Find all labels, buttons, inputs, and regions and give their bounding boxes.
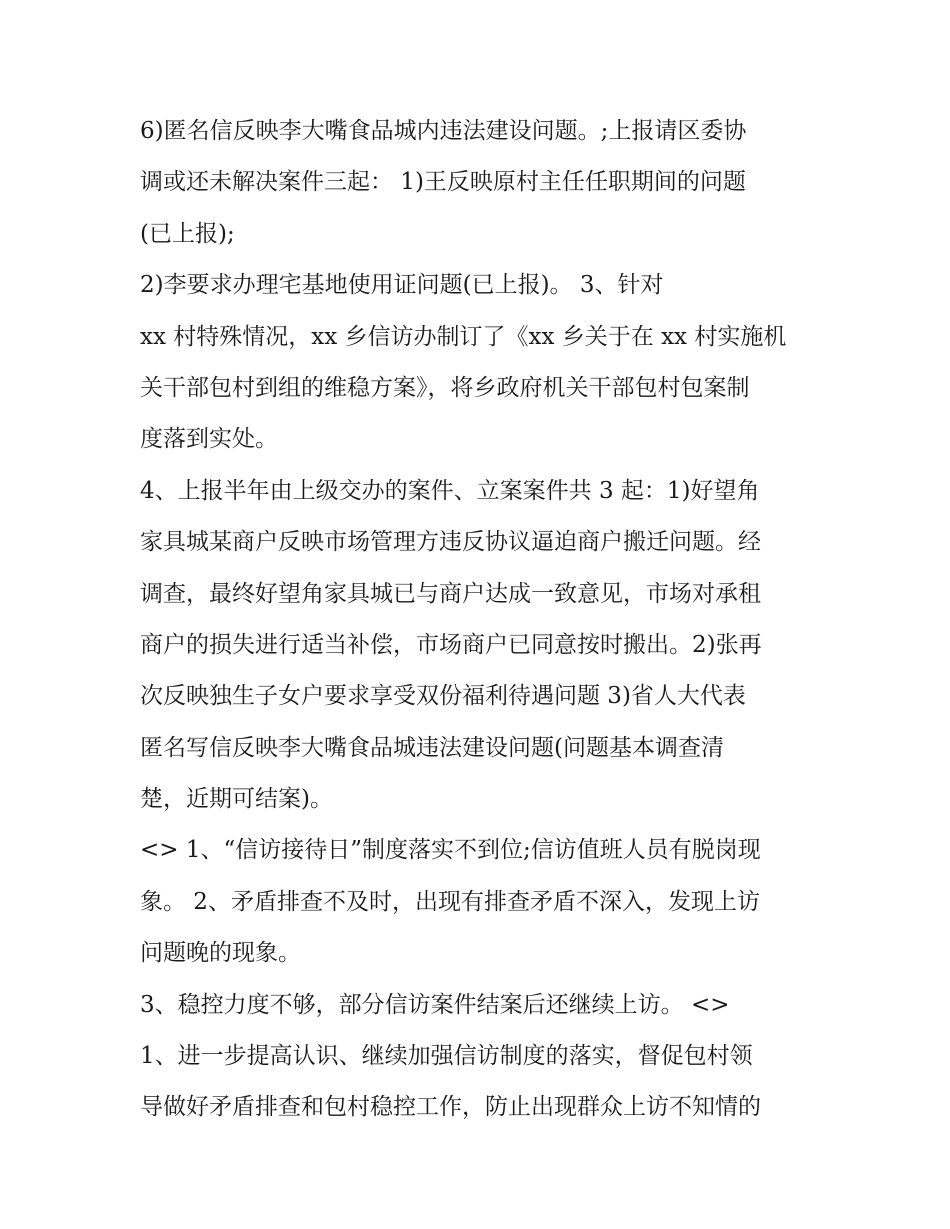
text-line: 3、稳控力度不够，部分信访案件结案后还继续上访。 <> (140, 991, 730, 1018)
text-line: 调或还未解决案件三起： 1)王反映原村主任任职期间的问题 (140, 169, 746, 196)
text-line: 1、进一步提高认识、继续加强信访制度的落实，督促包村领 (140, 1043, 753, 1070)
text-line: 4、上报半年由上级交办的案件、立案案件共 3 起：1)好望角 (140, 477, 760, 504)
text-line: 调查，最终好望角家具城已与商户达成一致意见，市场对承租 (140, 580, 761, 607)
document-body (140, 106, 820, 1134)
text-line: xx 村特殊情况，xx 乡信访办制订了《xx 乡关于在 xx 村实施机 (140, 323, 787, 350)
text-line: <> 1、“信访接待日”制度落实不到位;信访值班人员有脱岗现 (140, 837, 761, 864)
text-line: 次反映独生子女户要求享受双份福利待遇问题 3)省人大代表 (140, 683, 746, 710)
text-line: 导做好矛盾排查和包村稳控工作，防止出现群众上访不知情的 (140, 1094, 761, 1121)
text-line: 度落到实处。 (140, 426, 278, 453)
text-line: 问题晚的现象。 (140, 940, 301, 967)
text-line: 楚，近期可结案)。 (140, 786, 333, 813)
text-line: (已上报); (140, 220, 235, 247)
text-line: 6)匿名信反映李大嘴食品城内违法建设问题。;上报请区委协 (140, 118, 747, 144)
text-line: 象。 2、矛盾排查不及时，出现有排查矛盾不深入，发现上访 (140, 888, 760, 915)
text-line: 关干部包村到组的维稳方案》，将乡政府机关干部包村包案制 (140, 374, 750, 401)
text-line: 家具城某商户反映市场管理方违反协议逼迫商户搬迁问题。经 (140, 529, 761, 556)
text-line: 2)李要求办理宅基地使用证问题(已上报)。 3、针对 (140, 272, 664, 299)
text-line: 商户的损失进行适当补偿，市场商户已同意按时搬出。2)张再 (140, 631, 762, 658)
text-line: 匿名写信反映李大嘴食品城违法建设问题(问题基本调查清 (140, 734, 724, 761)
